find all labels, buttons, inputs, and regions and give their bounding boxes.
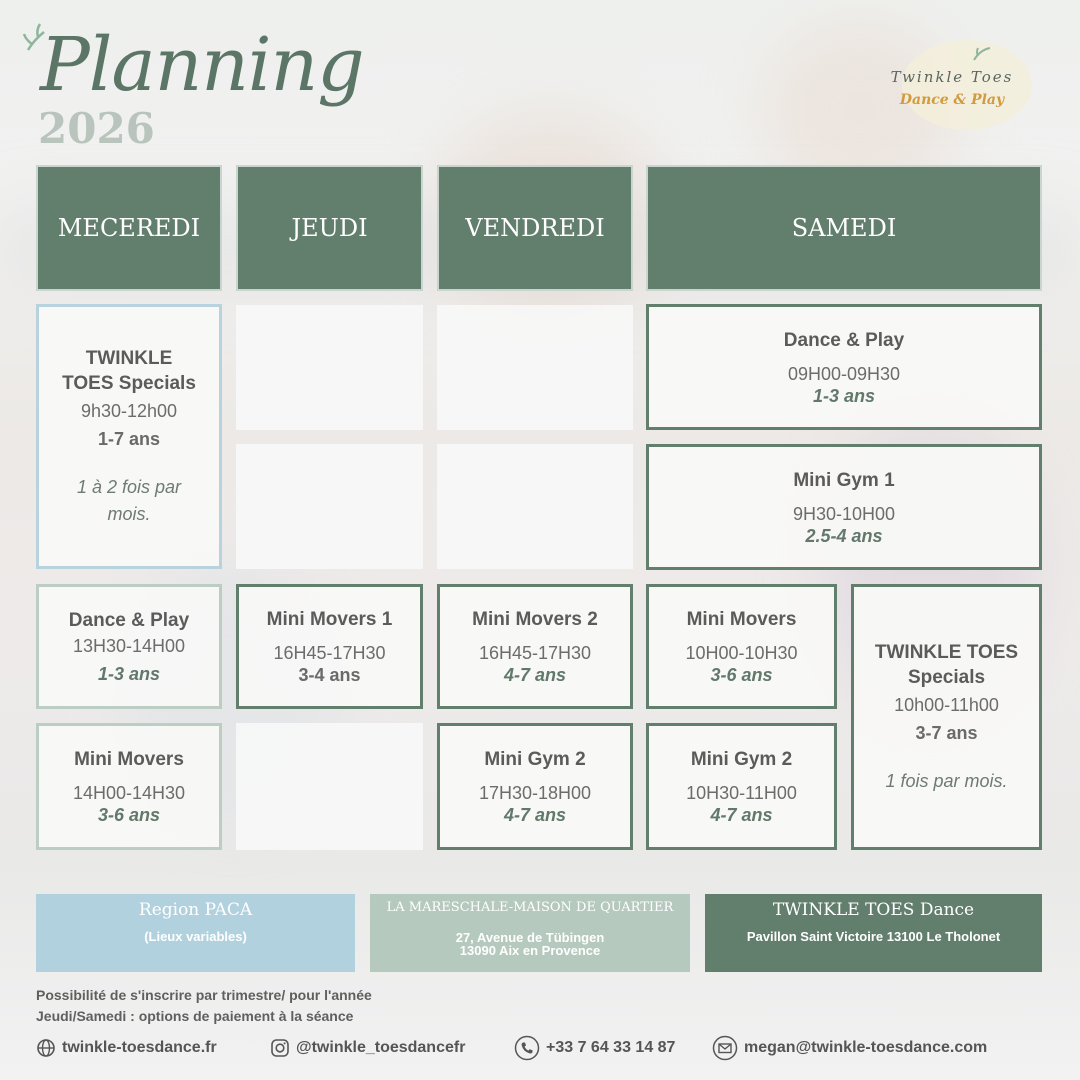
instagram-icon <box>270 1038 290 1058</box>
class-note: 1 à 2 fois par <box>76 476 182 497</box>
class-title: TOES Specials <box>62 372 196 394</box>
location-twinkle-toes-dance <box>705 894 1042 972</box>
class-title: Specials <box>907 666 986 688</box>
class-time: 10H00-10H30 <box>685 643 798 663</box>
contact-bar <box>36 1034 1046 1062</box>
location-la-mareschale <box>370 894 690 972</box>
note-line: Possibilité de s'inscrire par trimestre/ pour l'année <box>36 987 372 1003</box>
class-title: Mini Gym 1 <box>793 469 895 491</box>
class-age: 1-3 ans <box>97 664 161 684</box>
email-link[interactable]: megan@twinkle-toesdance.com <box>744 1039 988 1056</box>
class-time: 16H45-17H30 <box>273 643 386 663</box>
day-header-wednesday: MECEREDI <box>36 165 222 291</box>
class-title: Mini Movers <box>74 749 184 770</box>
class-age: 2.5-4 ans <box>805 525 883 546</box>
class-age: 3-7 ans <box>915 722 978 743</box>
location-title: TWINKLE TOES Dance <box>772 900 975 920</box>
class-age: 4-7 ans <box>503 665 567 685</box>
class-age: 1-3 ans <box>812 385 876 406</box>
phone-number[interactable]: +33 7 64 33 14 87 <box>546 1039 676 1056</box>
class-time: 17H30-18H00 <box>478 783 592 803</box>
phone-icon <box>514 1035 540 1061</box>
empty-slot <box>236 444 423 569</box>
class-card-sat-mini-movers <box>646 584 837 709</box>
contact-instagram[interactable] <box>270 1034 465 1062</box>
class-title: Mini Movers 1 <box>266 609 393 630</box>
contact-phone[interactable] <box>514 1034 675 1062</box>
location-line: 27, Avenue de Tübingen <box>455 930 605 945</box>
class-title: TWINKLE <box>85 347 173 369</box>
class-age: 3-6 ans <box>97 805 161 825</box>
class-card-wed-mini-movers <box>36 723 222 850</box>
class-time: 14H00-14H30 <box>72 783 186 803</box>
location-title: Region PACA <box>138 900 253 920</box>
note-line: Jeudi/Samedi : options de paiement à la séance <box>36 1008 354 1024</box>
logo <box>862 40 1042 130</box>
contact-email[interactable] <box>712 1034 987 1062</box>
class-age: 4-7 ans <box>710 805 773 825</box>
day-header-thursday: JEUDI <box>236 165 423 291</box>
location-line: (Lieux variables) <box>144 929 247 944</box>
class-card-thu-mini-movers-1 <box>236 584 423 709</box>
logo-subtitle: Dance & Play <box>899 92 1005 108</box>
class-title: Dance & Play <box>68 610 190 631</box>
class-title: Mini Movers 2 <box>472 609 598 630</box>
class-time: 9H30-10H00 <box>792 503 896 524</box>
header <box>0 0 1080 165</box>
location-region-paca <box>36 894 355 972</box>
class-card-sat-dance-play <box>646 304 1042 430</box>
day-header-friday: VENDREDI <box>437 165 633 291</box>
location-line: 13090 Aix en Provence <box>459 943 601 958</box>
class-card-sat-mini-gym-1 <box>646 444 1042 570</box>
class-card-wed-specials <box>36 304 222 569</box>
empty-slot <box>236 723 423 850</box>
empty-slot <box>437 444 633 569</box>
page-title: Planning <box>40 22 364 108</box>
class-note: 1 fois par mois. <box>885 770 1008 791</box>
page-year: 2026 <box>38 104 155 153</box>
class-time: 10h00-11h00 <box>894 694 999 715</box>
class-title: TWINKLE TOES <box>874 641 1019 663</box>
instagram-link[interactable]: @twinkle_toesdancefr <box>296 1039 466 1056</box>
class-card-wed-dance-play <box>36 584 222 709</box>
class-time: 16H45-17H30 <box>478 643 592 663</box>
class-card-sat-specials <box>851 584 1042 850</box>
class-title: Mini Gym 2 <box>690 749 793 770</box>
class-time: 13H30-14H00 <box>72 636 186 656</box>
class-title: Mini Movers <box>686 609 797 630</box>
logo-name: Twinkle Toes <box>890 68 1014 86</box>
class-age: 3-4 ans <box>298 665 361 685</box>
class-note: mois. <box>107 503 151 524</box>
class-age: 4-7 ans <box>503 805 567 825</box>
class-card-fri-mini-gym-2 <box>437 723 633 850</box>
leaf-icon <box>972 46 992 62</box>
empty-slot <box>437 305 633 430</box>
empty-slot <box>236 305 423 430</box>
contact-website[interactable] <box>36 1034 217 1062</box>
website-link[interactable]: twinkle-toesdance.fr <box>62 1039 217 1056</box>
class-time: 10H30-11H00 <box>686 783 797 803</box>
class-title: Dance & Play <box>783 329 905 351</box>
class-age: 1-7 ans <box>97 428 161 449</box>
class-card-sat-mini-gym-2 <box>646 723 837 850</box>
footer-notes <box>36 985 372 1027</box>
location-title: LA MARESCHALE-MAISON DE QUARTIER <box>386 900 674 915</box>
class-age: 3-6 ans <box>710 665 773 685</box>
day-header-saturday: SAMEDI <box>646 165 1042 291</box>
location-line: Pavillon Saint Victoire 13100 Le Tholonet <box>746 929 1001 944</box>
globe-icon <box>36 1038 56 1058</box>
class-card-fri-mini-movers-2 <box>437 584 633 709</box>
class-time: 09H00-09H30 <box>787 363 901 384</box>
class-title: Mini Gym 2 <box>484 749 586 770</box>
class-time: 9h30-12h00 <box>80 400 178 421</box>
mail-icon <box>712 1035 738 1061</box>
